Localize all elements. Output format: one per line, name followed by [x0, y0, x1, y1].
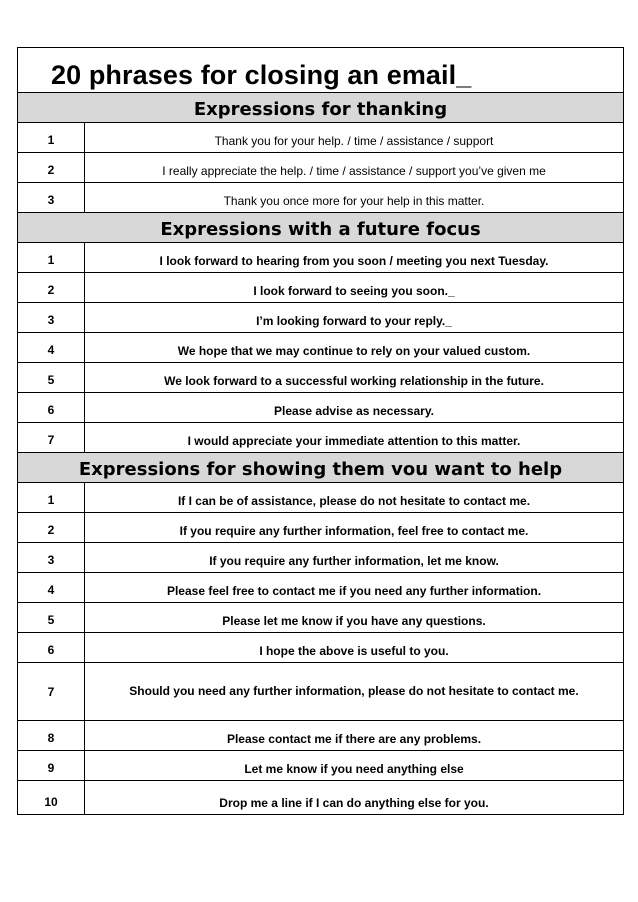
table-row — [18, 243, 623, 273]
phrases-table — [17, 47, 624, 815]
row-number: 10 — [18, 781, 85, 814]
table-row — [18, 363, 623, 393]
row-phrase: We hope that we may continue to rely on your valued custom. — [177, 344, 531, 358]
table-row — [18, 303, 623, 333]
row-number: 2 — [18, 153, 85, 182]
table-row — [18, 423, 623, 453]
table-row — [18, 273, 623, 303]
table-row — [18, 663, 623, 721]
row-number: 4 — [18, 573, 85, 602]
row-phrase: Should you need any further information, please do not hesitate to contact me. — [129, 684, 579, 698]
row-phrase: We look forward to a successful working relationship in the future. — [164, 374, 544, 388]
row-number: 1 — [18, 123, 85, 152]
table-row — [18, 633, 623, 663]
row-phrase: Please let me know if you have any questions. — [222, 614, 486, 628]
row-number: 7 — [18, 663, 85, 720]
table-row — [18, 393, 623, 423]
row-phrase: I’m looking forward to your reply._ — [256, 314, 452, 328]
table-row — [18, 483, 623, 513]
row-phrase: Please feel free to contact me if you need any further information. — [166, 584, 542, 598]
table-row — [18, 721, 623, 751]
row-phrase: Thank you for your help. / time / assistance / support — [214, 134, 494, 148]
section-heading-thanking: Expressions for thanking — [18, 93, 623, 123]
row-number: 1 — [18, 243, 85, 272]
section-heading-future-focus: Expressions with a future focus — [18, 213, 623, 243]
table-row — [18, 543, 623, 573]
row-number: 8 — [18, 721, 85, 750]
table-row — [18, 123, 623, 153]
row-phrase: Drop me a line if I can do anything else for you. — [219, 796, 489, 810]
title-row — [18, 48, 623, 93]
row-phrase: If I can be of assistance, please do not hesitate to contact me. — [177, 494, 531, 508]
table-row — [18, 781, 623, 814]
row-phrase: I would appreciate your immediate attention to this matter. — [187, 434, 521, 448]
table-row — [18, 573, 623, 603]
row-number: 5 — [18, 603, 85, 632]
row-number: 2 — [18, 273, 85, 302]
table-row — [18, 603, 623, 633]
row-phrase: I look forward to hearing from you soon / meeting you next Tuesday. — [159, 254, 549, 268]
table-row — [18, 153, 623, 183]
row-phrase: Thank you once more for your help in this matter. — [223, 194, 485, 208]
page-title: 20 phrases for closing an email_ — [51, 60, 472, 90]
row-number: 9 — [18, 751, 85, 780]
table-row — [18, 183, 623, 213]
row-number: 7 — [18, 423, 85, 452]
row-phrase: If you require any further information, let me know. — [209, 554, 499, 568]
row-phrase: Please contact me if there are any problems. — [226, 732, 482, 746]
row-number: 3 — [18, 303, 85, 332]
row-number: 6 — [18, 633, 85, 662]
table-row — [18, 333, 623, 363]
table-row — [18, 513, 623, 543]
row-number: 6 — [18, 393, 85, 422]
row-number: 5 — [18, 363, 85, 392]
section-heading-want-to-help: Expressions for showing them vou want to help — [18, 453, 623, 483]
row-number: 2 — [18, 513, 85, 542]
row-number: 1 — [18, 483, 85, 512]
row-number: 4 — [18, 333, 85, 362]
row-phrase: If you require any further information, feel free to contact me. — [179, 524, 529, 538]
row-phrase: I hope the above is useful to you. — [259, 644, 449, 658]
row-number: 3 — [18, 543, 85, 572]
row-phrase: Please advise as necessary. — [274, 404, 434, 418]
table-row — [18, 751, 623, 781]
row-phrase: Let me know if you need anything else — [244, 762, 464, 776]
row-phrase: I really appreciate the help. / time / assistance / support you’ve given me — [162, 164, 546, 178]
row-number: 3 — [18, 183, 85, 212]
row-phrase: I look forward to seeing you soon._ — [253, 284, 455, 298]
